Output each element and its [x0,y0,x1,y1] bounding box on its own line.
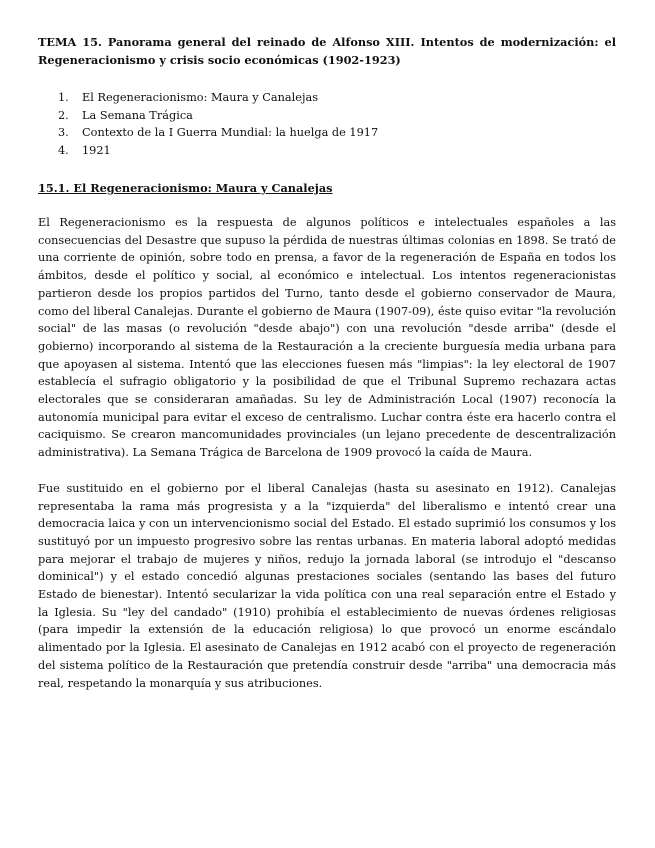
body-paragraph-2: Fue sustituido en el gobierno por el liberal Canalejas (hasta su asesinato en 1912). Canalejas representaba la rama más progresista y a la "izquierda" del liberalismo e intentó crear una democracia laica y con un intervencionismo social del Estado. El estado suprimió los consumos y los sustituyó por un impuesto progresivo sobre las rentas urbanas. En materia laboral adoptó medidas para mejorar el trabajo de mujeres y niños, redujo la jornada laboral (se introdujo el "descanso dominical") y el estado concedió algunas prestaciones sociales (sentando las bases del futuro Estado de bienestar). Intentó secularizar la vida política con una real separación entre el Estado y la Iglesia. Su "ley del candado" (1910) prohibía el establecimiento de nuevas órdenes religiosas (para impedir la extensión de la educación religiosa) lo que provocó un enorme escándalo alimentado por la Iglesia. El asesinato de Canalejas en 1912 acabó con el proyecto de regeneración del sistema político de la Restauración que pretendía construir desde "arriba" una democracia más real, respetando la monarquía y sus atribuciones. [38,481,616,690]
table-of-contents [38,89,616,159]
toc-item-label: La Semana Trágica [82,108,193,122]
toc-item [38,89,616,107]
document-page [38,33,616,710]
toc-item-label: 1921 [82,143,111,157]
toc-item [38,142,616,160]
toc-item-number: 2. [58,108,69,122]
body-paragraph-1: El Regeneracionismo es la respuesta de algunos políticos e intelectuales españoles a las consecuencias del Desastre que supuso la pérdida de nuestras últimas colonias en 1898. Se trató de una corriente de opinión, sobre todo en prensa, a favor de la regeneración de España en todos los ámbitos, desde el político y social, al económico e intelectual. Los intentos regeneracionistas partieron desde los propios partidos del Turno, tanto desde el gobierno conservador de Maura, como del liberal Canalejas. Durante el gobierno de Maura (1907-09), éste quiso evitar "la revolución social" de las masas (o revolución "desde abajo") con una revolución "desde arriba" (desde el gobierno) incorporando al sistema de la Restauración a la creciente burguesía media urbana para que apoyasen al sistema. Intentó que las elecciones fuesen más "limpias": la ley electoral de 1907 establecía el sufragio obligatorio y la posibilidad de que el Tribunal Supremo rechazara actas electorales que se consideraran amañadas. Su ley de Administración Local (1907) reconocía la autonomía municipal para evitar el exceso de centralismo. Luchar contra éste era hacerlo contra el caciquismo. Se crearon mancomunidades provinciales (un lejano precedente de descentralización administrativa). La Semana Trágica de Barcelona de 1909 provocó la caída de Maura. [38,216,616,460]
toc-item-label: El Regeneracionismo: Maura y Canalejas [82,91,318,104]
document-title: TEMA 15. Panorama general del reinado de Alfonso XIII. Intentos de modernización: el Regeneracionismo y crisis socio económicas (1902-1923) [38,35,616,67]
toc-item [38,107,616,125]
toc-item-number: 3. [58,126,69,139]
toc-item-label: Contexto de la I Guerra Mundial: la huelga de 1917 [82,126,379,139]
toc-item-number: 1. [58,91,69,104]
toc-item [38,124,616,142]
toc-item-number: 4. [58,143,69,157]
section-heading: 15.1. El Regeneracionismo: Maura y Canalejas [38,181,333,195]
